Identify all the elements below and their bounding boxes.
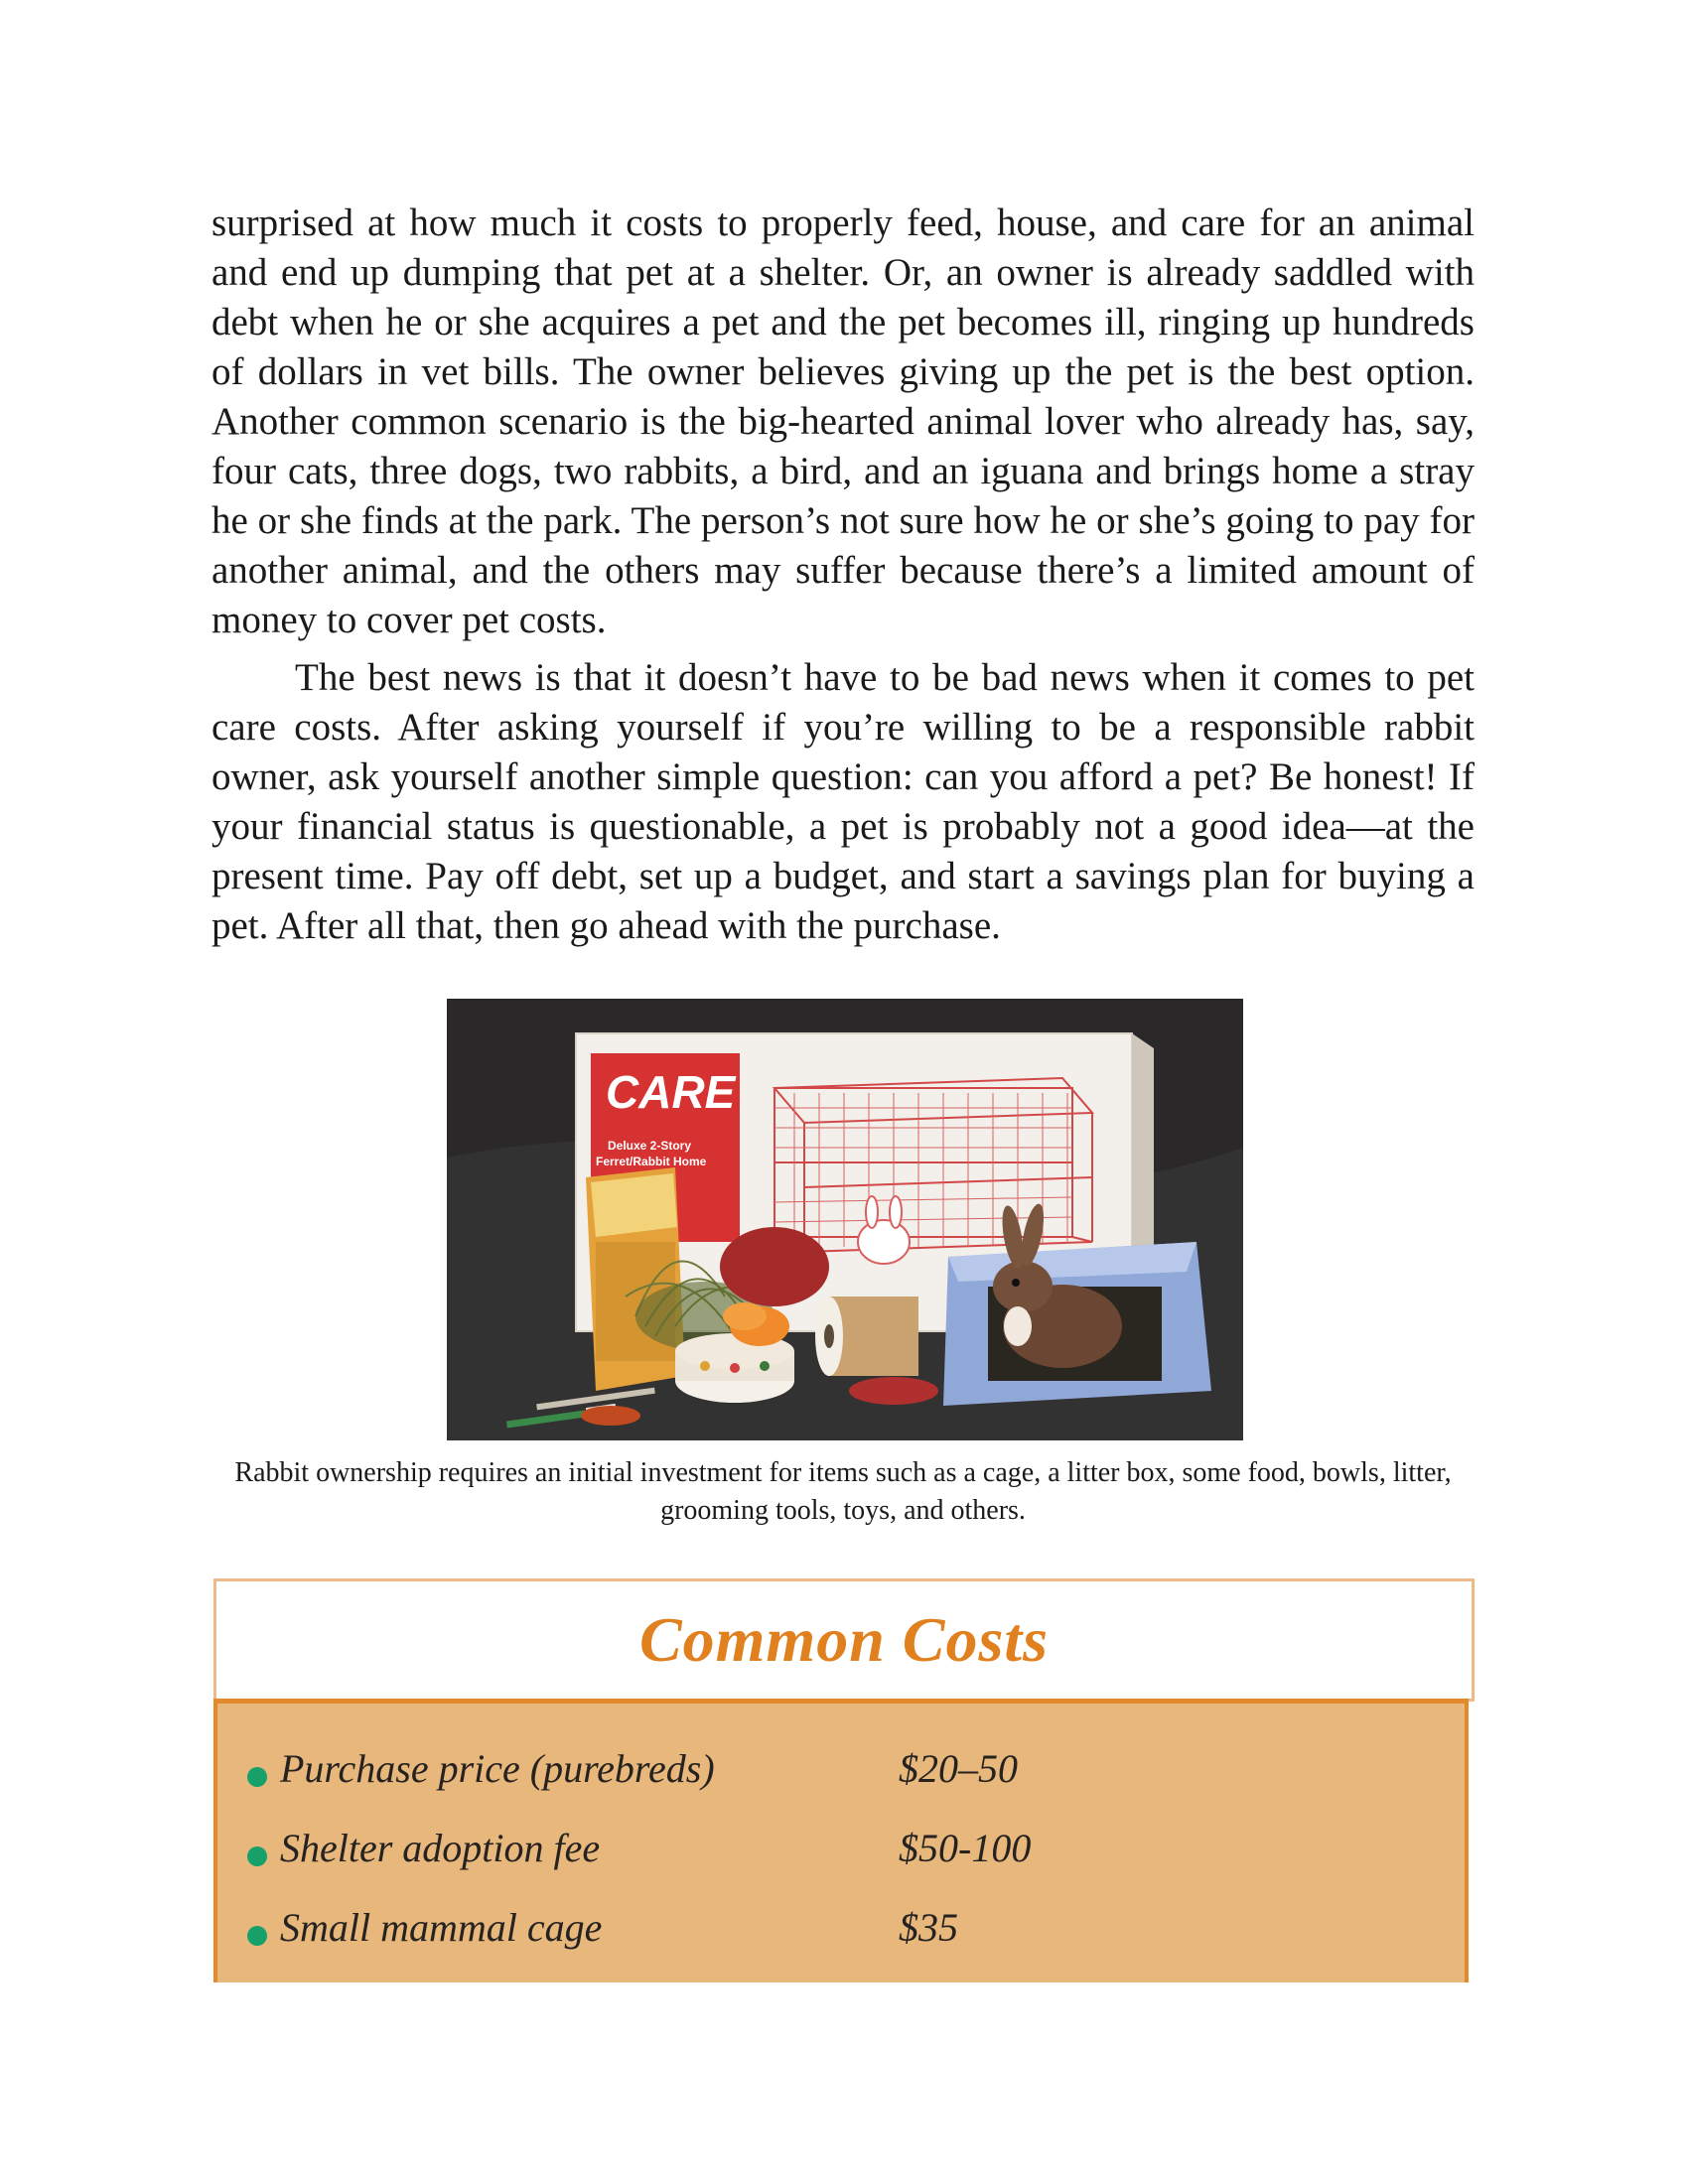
paragraph-1: surprised at how much it costs to properly feed, house, and care for an animal and end up dumping that pet at a shelter. Or, an owner is already saddled with debt when he or she acquires a pet and the pet becomes ill, ringing up hundreds of dollars in vet bills. The owner believes giving up the pet is the best option. Another common scenario is the big-hearted animal lover who already has, say, four cats, three dogs, two rabbits, a bird, and an iguana and brings home a stray he or she finds at the park. The person’s not sure how he or she’s going to pay for another animal, and the others may suffer because there’s a limited amount of money to cover pet costs.	[211, 202, 1475, 641]
common-costs-sidebar	[213, 1578, 1475, 1985]
photo-caption: Rabbit ownership requires an initial investment for items such as a cage, a litter box, some food, bowls, litter, grooming tools, toys, and others.	[234, 1457, 1452, 1526]
bullet-icon	[247, 1846, 267, 1866]
cost-label: Shelter adoption fee	[280, 1826, 601, 1870]
bullet-icon	[247, 1767, 267, 1787]
food-bag	[586, 1167, 685, 1391]
paper-roll	[815, 1297, 918, 1376]
sidebar-title: Common Costs	[638, 1604, 1050, 1675]
box-brand: CARE	[606, 1066, 736, 1118]
cost-value: $20–50	[899, 1746, 1018, 1791]
box-line2: Ferret/Rabbit Home	[596, 1155, 707, 1168]
paragraph-2: The best news is that it doesn’t have to be bad news when it comes to pet care costs. After asking yourself if you’re willing to be a responsible rabbit owner, ask yourself another simple question: can you afford a pet? Be honest! If your financial status is questionable, a pet is probably not a good idea—at the present time. Pay off debt, set up a budget, and start a savings plan for buying a pet. After all that, then go ahead with the purchase.	[211, 656, 1475, 947]
cost-value: $50-100	[899, 1826, 1032, 1870]
cost-label: Small mammal cage	[280, 1905, 603, 1950]
food-bowl	[675, 1333, 794, 1403]
rabbit-supplies-photo	[447, 999, 1243, 1440]
body-text	[211, 199, 1475, 951]
cost-label: Purchase price (purebreds)	[280, 1746, 715, 1791]
cost-value: $35	[899, 1905, 958, 1950]
bullet-icon	[247, 1926, 267, 1946]
red-dish	[720, 1227, 829, 1306]
sidebar-header	[213, 1578, 1475, 1702]
box-line1: Deluxe 2-Story	[608, 1139, 692, 1153]
cost-list	[213, 1699, 1469, 1982]
red-plate	[849, 1377, 938, 1405]
